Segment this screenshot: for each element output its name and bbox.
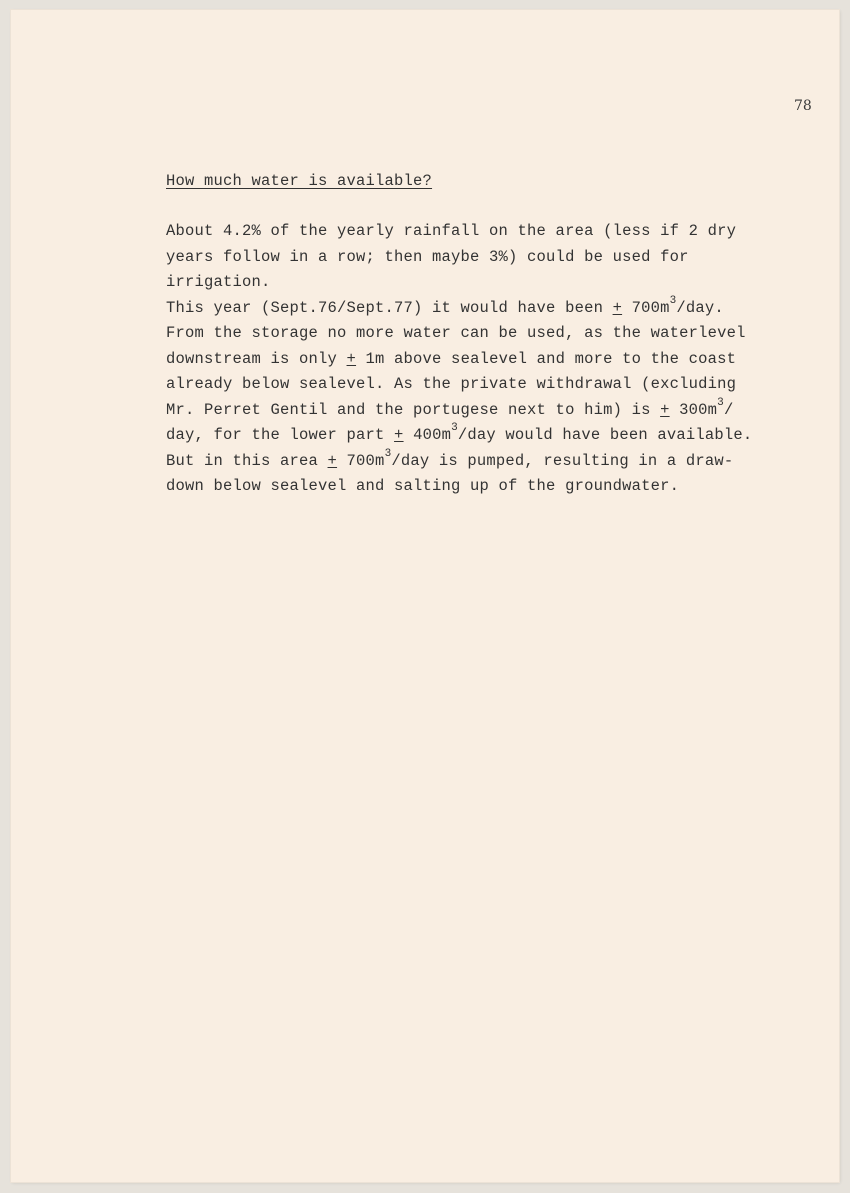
body-paragraph: [166, 219, 806, 500]
text-line: down below sealevel and salting up of the groundwater.: [166, 477, 680, 495]
text-segment: This year (Sept.76/Sept.77) it would have been: [166, 298, 613, 317]
plus-minus-sign: +: [660, 400, 670, 419]
superscript-exponent: 3: [669, 294, 677, 307]
plus-minus-sign: +: [612, 298, 623, 317]
section-heading: How much water is available?: [166, 172, 433, 190]
text-segment: day, for the lower part: [166, 426, 395, 444]
plus-minus-sign: +: [346, 349, 357, 368]
text-line: already below sealevel. As the private withdrawal (excluding: [166, 375, 737, 393]
superscript-exponent: 3: [384, 447, 392, 460]
plus-minus-sign: +: [394, 426, 404, 444]
text-line: irrigation.: [166, 273, 271, 291]
text-line: [166, 296, 806, 322]
text-line: [166, 398, 806, 424]
superscript-exponent: 3: [451, 422, 458, 434]
text-segment: /: [723, 400, 734, 419]
text-segment: 700m: [337, 451, 385, 470]
text-segment: /day would have been available.: [457, 426, 753, 444]
text-segment: downstream is only: [166, 349, 347, 368]
text-segment: But in this area: [166, 451, 328, 470]
text-segment: /day is pumped, resulting in a draw-: [391, 451, 734, 470]
text-segment: /day.: [676, 298, 724, 317]
superscript-exponent: 3: [717, 396, 724, 409]
plus-minus-sign: +: [327, 451, 338, 470]
page-number: 78: [794, 98, 812, 114]
text-line: [166, 449, 806, 475]
text-line: [166, 347, 806, 373]
text-line: From the storage no more water can be used, as the waterlevel: [166, 324, 746, 342]
text-line: years follow in a row; then maybe 3%) could be used for: [166, 247, 689, 266]
text-line: [166, 423, 806, 449]
text-segment: 300m: [669, 400, 718, 419]
text-segment: 400m: [403, 426, 452, 444]
text-segment: 1m above sealevel and more to the coast: [356, 349, 737, 368]
text-segment: Mr. Perret Gentil and the portugese next to him) is: [166, 400, 661, 419]
document-page: [11, 10, 839, 1182]
text-line: About 4.2% of the yearly rainfall on the area (less if 2 dry: [166, 222, 737, 240]
text-segment: 700m: [622, 298, 670, 317]
